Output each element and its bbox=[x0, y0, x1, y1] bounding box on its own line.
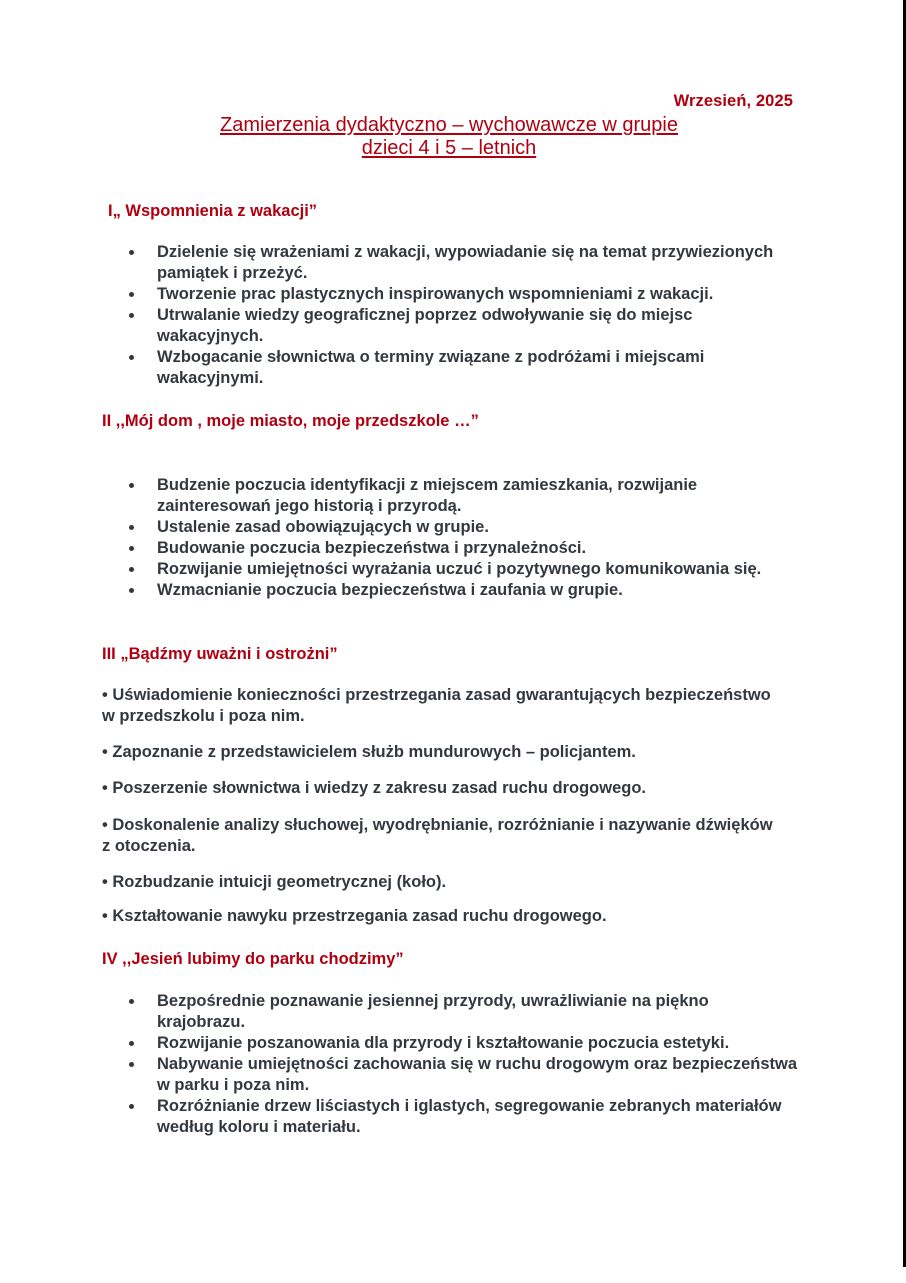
list-item: Rozwijanie umiejętności wyrażania uczuć i pozytywnego komunikowania się. bbox=[0, 559, 797, 580]
bullet-icon bbox=[129, 1104, 134, 1109]
paragraph-item: • Doskonalenie analizy słuchowej, wyodrębnianie, rozróżnianie i nazywanie dźwięków z otoczenia. bbox=[102, 816, 773, 855]
section-3-heading: III „Bądźmy uważni i ostrożni” bbox=[102, 645, 338, 663]
bullet-icon bbox=[129, 292, 134, 297]
section-2-heading: II ,,Mój dom , moje miasto, moje przedszkole …” bbox=[102, 412, 479, 430]
bullet-icon bbox=[129, 588, 134, 593]
paragraph-item: • Kształtowanie nawyku przestrzegania zasad ruchu drogowego. bbox=[102, 907, 607, 925]
section-2-list bbox=[0, 475, 797, 601]
list-item: Tworzenie prac plastycznych inspirowanych wspomnieniami z wakacji. bbox=[0, 284, 797, 305]
paragraph-item: • Poszerzenie słownictwa i wiedzy z zakresu zasad ruchu drogowego. bbox=[102, 779, 647, 797]
list-item: Budowanie poczucia bezpieczeństwa i przynależności. bbox=[0, 538, 797, 559]
section-4-list bbox=[0, 991, 797, 1138]
section-4-heading: IV ,,Jesień lubimy do parku chodzimy” bbox=[102, 950, 404, 968]
bullet-icon bbox=[129, 313, 134, 318]
list-item: Rozwijanie poszanowania dla przyrody i kształtowanie poczucia estetyki. bbox=[0, 1033, 797, 1054]
bullet-icon bbox=[129, 250, 134, 255]
bullet-icon bbox=[129, 1041, 134, 1046]
document-date: Wrzesień, 2025 bbox=[673, 92, 793, 110]
bullet-icon bbox=[129, 999, 134, 1004]
title-line-1: Zamierzenia dydaktyczno – wychowawcze w grupie bbox=[220, 114, 678, 136]
list-item: Utrwalanie wiedzy geograficznej poprzez odwoływanie się do miejsc wakacyjnych. bbox=[0, 305, 797, 347]
list-item: Ustalenie zasad obowiązujących w grupie. bbox=[0, 517, 797, 538]
bullet-icon bbox=[129, 1062, 134, 1067]
bullet-icon bbox=[129, 483, 134, 488]
document-title bbox=[0, 114, 898, 160]
list-item: Budzenie poczucia identyfikacji z miejscem zamieszkania, rozwijanie zainteresowań jego historią i przyrodą. bbox=[0, 475, 797, 517]
section-1-heading: I„ Wspomnienia z wakacji” bbox=[108, 202, 318, 220]
paragraph-item: • Rozbudzanie intuicji geometrycznej (koło). bbox=[102, 873, 447, 891]
list-item: Rozróżnianie drzew liściastych i iglastych, segregowanie zebranych materiałów według koloru i materiału. bbox=[0, 1096, 797, 1138]
title-line-2: dzieci 4 i 5 – letnich bbox=[361, 137, 537, 159]
bullet-icon bbox=[129, 567, 134, 572]
list-item: Wzbogacanie słownictwa o terminy związane z podróżami i miejscami wakacyjnymi. bbox=[0, 347, 797, 389]
bullet-icon bbox=[129, 355, 134, 360]
list-item: Wzmacnianie poczucia bezpieczeństwa i zaufania w grupie. bbox=[0, 580, 797, 601]
list-item: Dzielenie się wrażeniami z wakacji, wypowiadanie się na temat przywiezionych pamiątek i przeżyć. bbox=[0, 242, 797, 284]
paragraph-item: • Zapoznanie z przedstawicielem służb mundurowych – policjantem. bbox=[102, 743, 636, 761]
paragraph-item: • Uświadomienie konieczności przestrzegania zasad gwarantujących bezpieczeństwo w przedszkolu i poza nim. bbox=[102, 686, 771, 725]
list-item: Nabywanie umiejętności zachowania się w ruchu drogowym oraz bezpieczeństwa w parku i poza nim. bbox=[0, 1054, 797, 1096]
section-1-list bbox=[0, 242, 797, 389]
bullet-icon bbox=[129, 525, 134, 530]
list-item: Bezpośrednie poznawanie jesiennej przyrody, uwrażliwianie na piękno krajobrazu. bbox=[0, 991, 797, 1033]
bullet-icon bbox=[129, 546, 134, 551]
